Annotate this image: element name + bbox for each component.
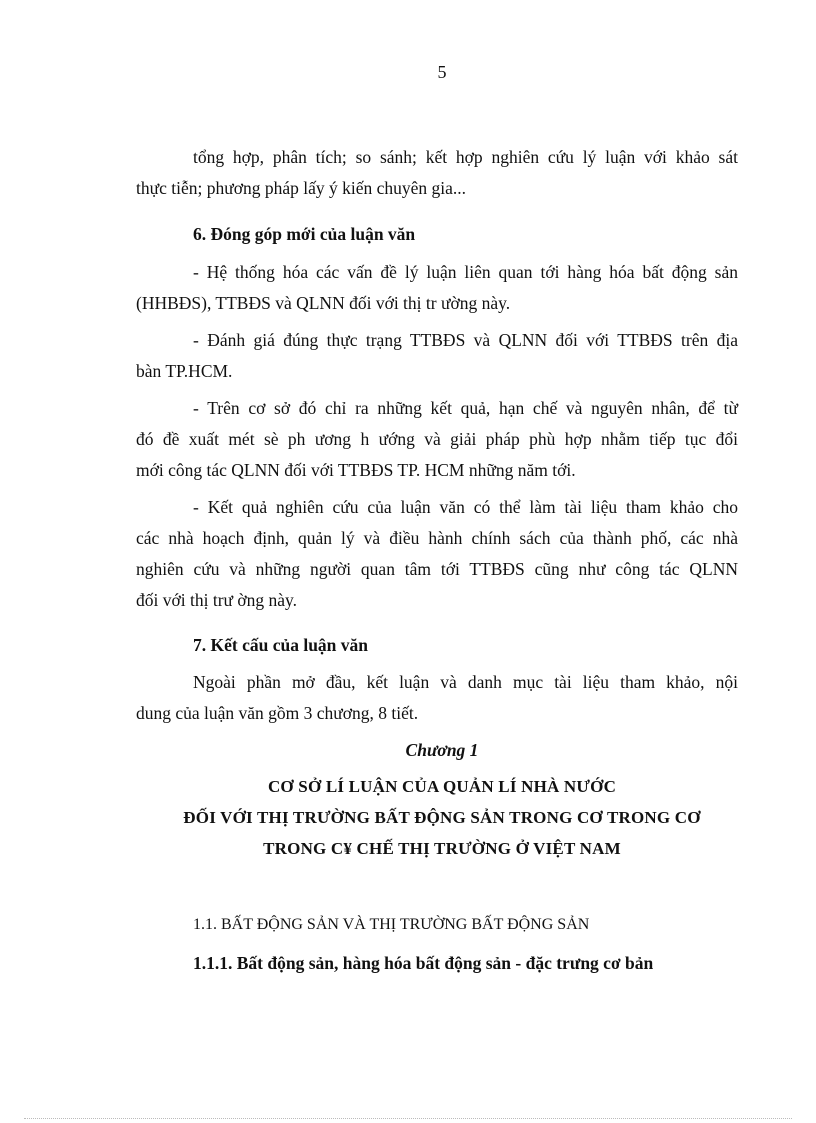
page-number: 5 [437, 62, 447, 82]
paragraph-line: Ngoài phần mở đầu, kết luận và danh mục tài liệu tham khảo, nội [193, 672, 738, 692]
paragraph-line: nghiên cứu và những người quan tâm tới TTBĐS cũng như công tác QLNN [136, 559, 738, 579]
paragraph-line: các nhà hoạch định, quản lý và điều hành chính sách của thành phố, các nhà [136, 528, 738, 548]
paragraph-line: thực tiễn; phương pháp lấy ý kiến chuyên gia... [136, 178, 467, 198]
paragraph-line: đó đề xuất mét sè ph ương h ướng và giải pháp phù hợp nhằm tiếp tục đổi [136, 429, 738, 449]
paragraph-line: - Hệ thống hóa các vấn đề lý luận liên quan tới hàng hóa bất động sản [193, 262, 738, 282]
paragraph-line: bàn TP.HCM. [136, 361, 233, 381]
section-heading: 7. Kết cấu của luận văn [193, 635, 369, 655]
subsection-title: 1.1.1. Bất động sản, hàng hóa bất động sản - đặc trưng cơ bản [193, 953, 654, 973]
section-title: 1.1. BẤT ĐỘNG SẢN VÀ THỊ TRƯỜNG BẤT ĐỘNG SẢN [193, 916, 590, 933]
chapter-title-line: CƠ SỞ LÍ LUẬN CỦA QUẢN LÍ NHÀ NƯỚC [267, 777, 617, 796]
chapter-label: Chương 1 [405, 740, 479, 760]
section-heading: 6. Đóng góp mới của luận văn [193, 224, 416, 244]
paragraph-line: tổng hợp, phân tích; so sánh; kết hợp nghiên cứu lý luận với khảo sát [193, 147, 738, 167]
chapter-title-line: ĐỐI VỚI THỊ TRƯỜNG BẤT ĐỘNG SẢN TRONG CƠ TRONG CƠ [183, 808, 701, 827]
chapter-title-line: TRONG C¥ CHẾ THỊ TRƯỜNG Ở VIỆT NAM [263, 839, 621, 858]
paragraph-line: mới công tác QLNN đối với TTBĐS TP. HCM những năm tới. [136, 460, 576, 480]
paragraph-line: - Đánh giá đúng thực trạng TTBĐS và QLNN đối với TTBĐS trên địa [193, 330, 738, 350]
paragraph-line: - Kết quả nghiên cứu của luận văn có thể làm tài liệu tham khảo cho [193, 497, 738, 517]
paragraph-line: dung của luận văn gồm 3 chương, 8 tiết. [136, 703, 419, 723]
paragraph-line: - Trên cơ sở đó chỉ ra những kết quả, hạn chế và nguyên nhân, để từ [193, 398, 738, 418]
paragraph-line: (HHBĐS), TTBĐS và QLNN đối với thị tr ường này. [136, 293, 511, 313]
page-bottom-divider [24, 1118, 792, 1119]
paragraph-line: đối với thị trư ờng này. [136, 590, 298, 610]
